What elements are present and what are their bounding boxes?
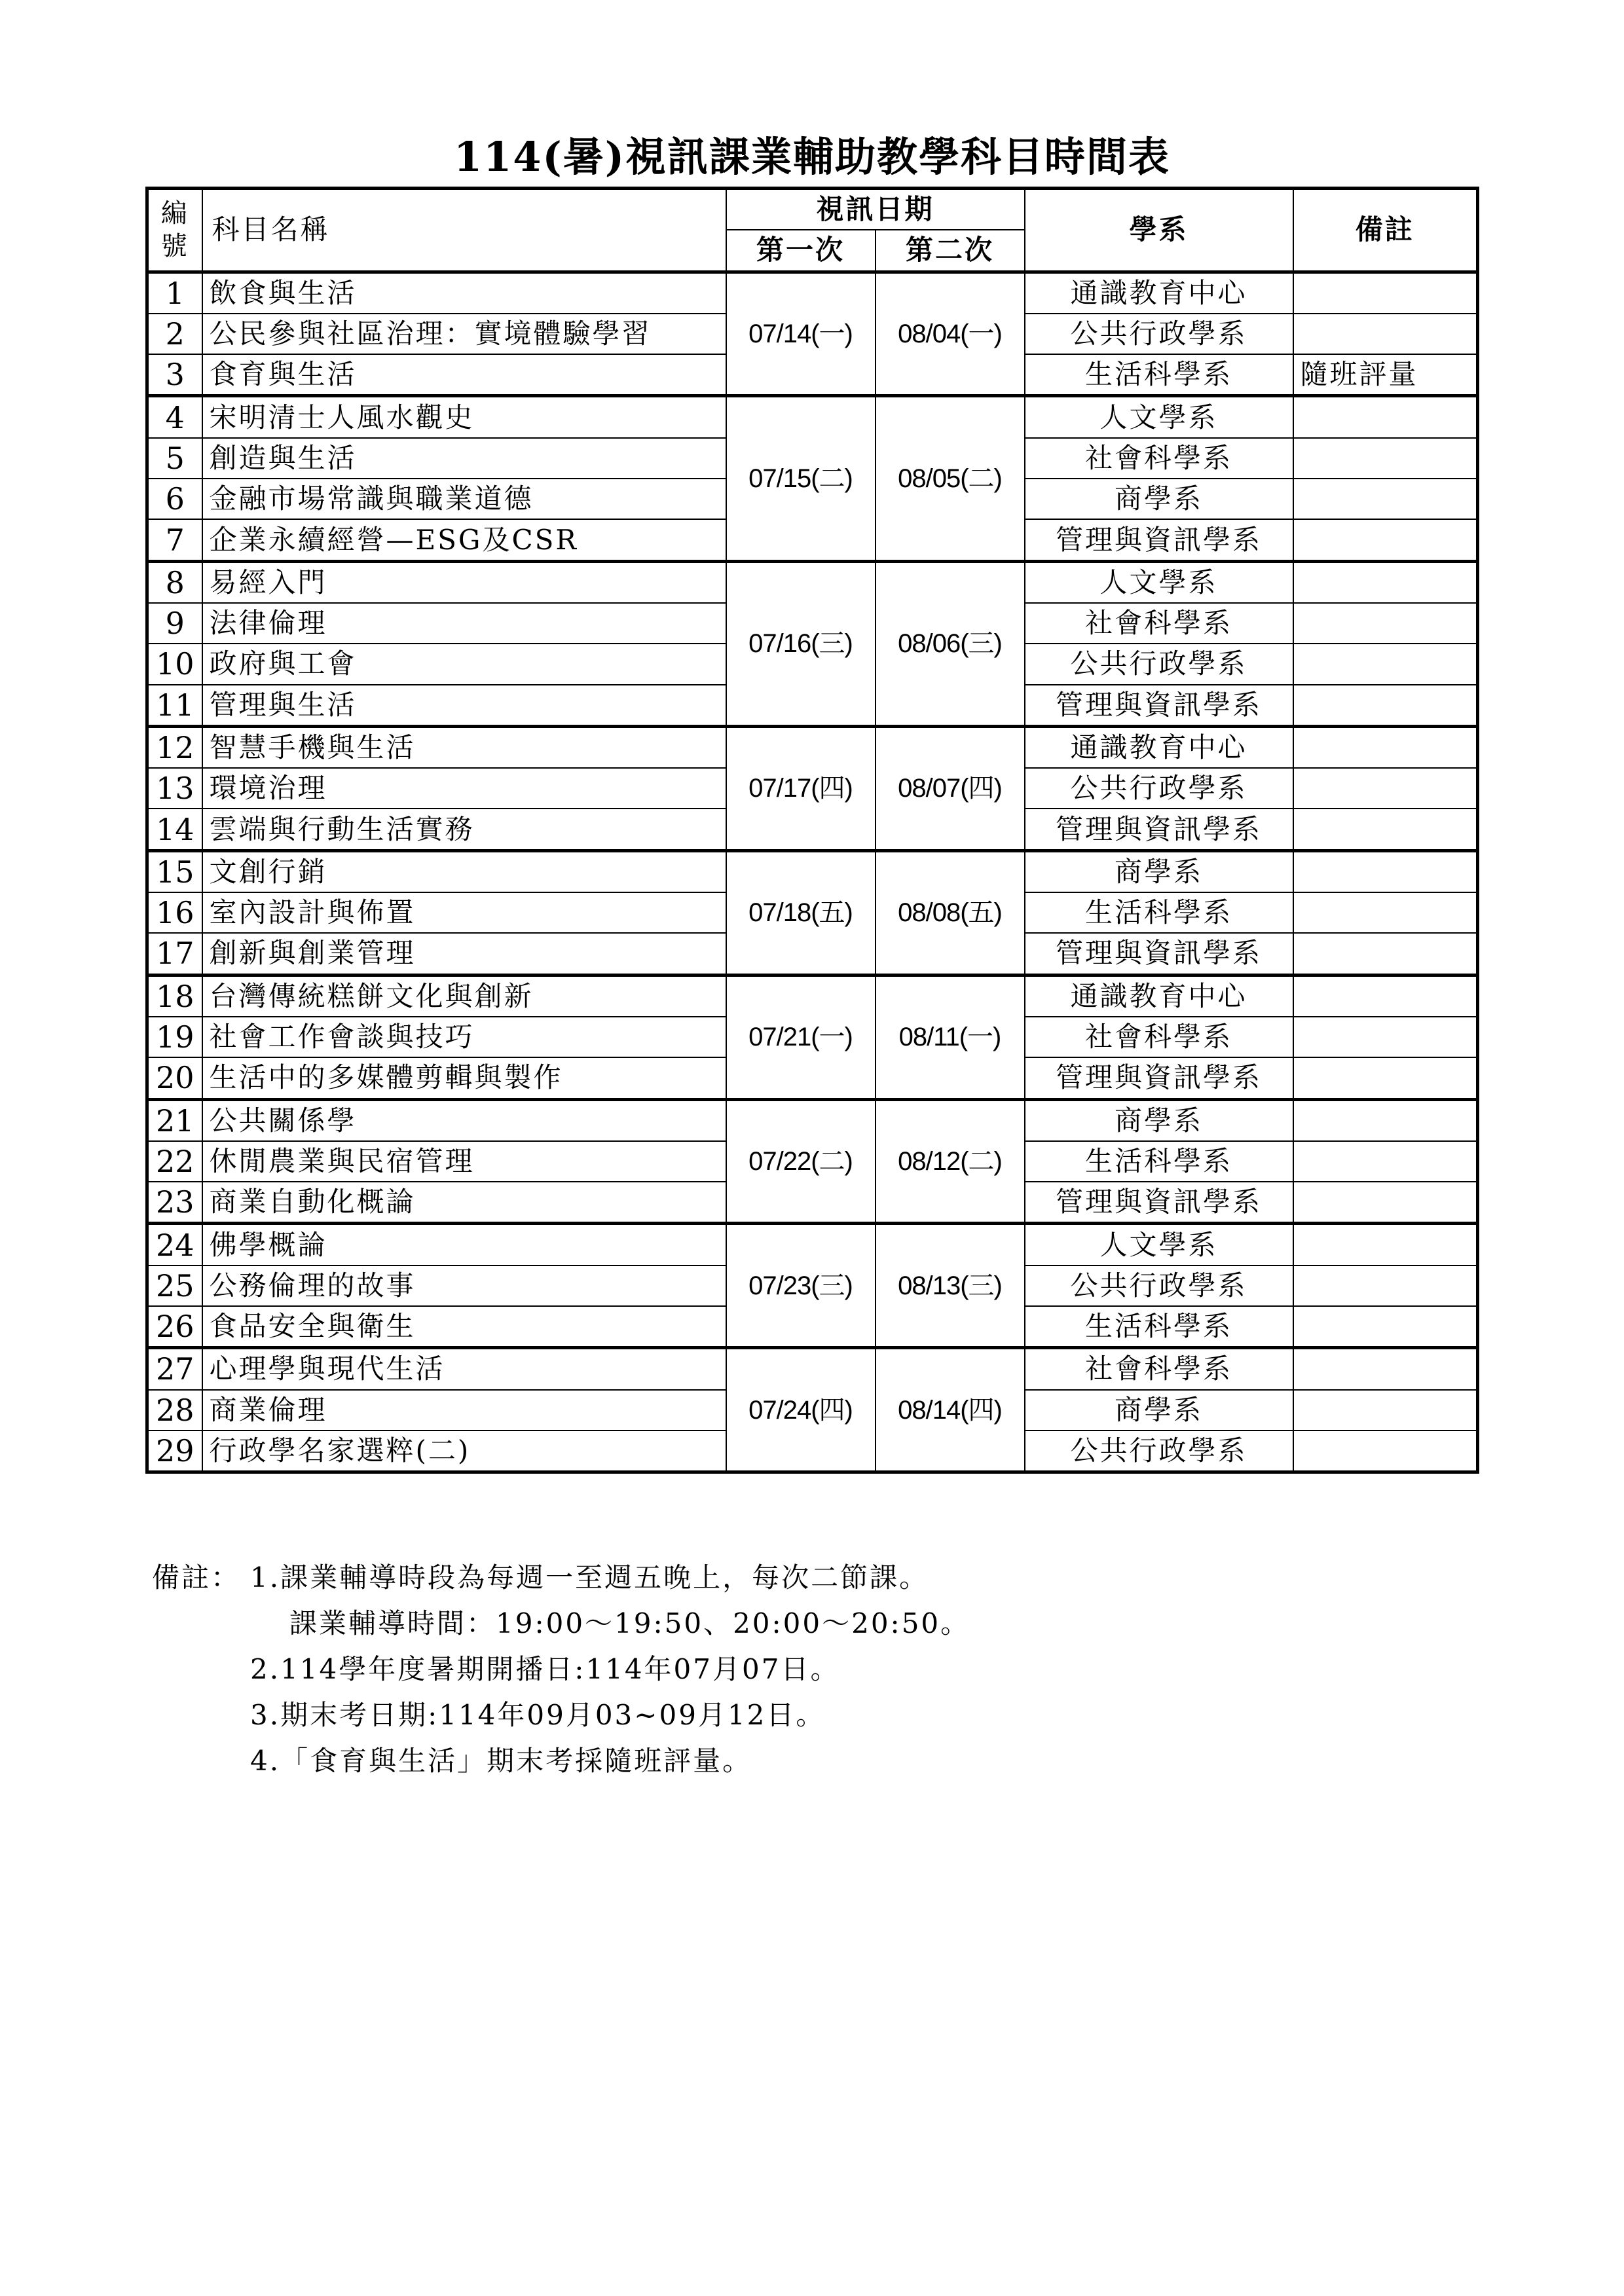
subject-name: 休閒農業與民宿管理 xyxy=(202,1141,726,1182)
remark xyxy=(1293,479,1478,519)
first-session-date: 07/14(一) xyxy=(726,272,876,396)
table-row xyxy=(147,561,1478,603)
department: 社會科學系 xyxy=(1025,603,1293,644)
subject-name: 管理與生活 xyxy=(202,685,726,727)
row-number: 16 xyxy=(147,892,202,933)
note-line-4 xyxy=(152,1738,1462,1784)
first-session-date: 07/24(四) xyxy=(726,1348,876,1472)
remark xyxy=(1293,438,1478,479)
remark xyxy=(1293,975,1478,1017)
remark xyxy=(1293,1306,1478,1348)
note-2: 2.114學年度暑期開播日:114年07月07日。 xyxy=(250,1653,840,1685)
subject-name: 商業自動化概論 xyxy=(202,1182,726,1224)
header-subject-name: 科目名稱 xyxy=(202,189,726,272)
row-number: 25 xyxy=(147,1266,202,1306)
remark xyxy=(1293,1017,1478,1057)
table-row xyxy=(147,975,1478,1017)
department: 生活科學系 xyxy=(1025,1141,1293,1182)
department: 生活科學系 xyxy=(1025,1306,1293,1348)
remark xyxy=(1293,685,1478,727)
remark xyxy=(1293,809,1478,850)
subject-name: 飲食與生活 xyxy=(202,272,726,314)
subject-name: 法律倫理 xyxy=(202,603,726,644)
row-number: 9 xyxy=(147,603,202,644)
remark xyxy=(1293,726,1478,768)
subject-name: 政府與工會 xyxy=(202,644,726,684)
department: 管理與資訊學系 xyxy=(1025,1057,1293,1099)
subject-name: 心理學與現代生活 xyxy=(202,1348,726,1390)
department: 生活科學系 xyxy=(1025,354,1293,396)
row-number: 23 xyxy=(147,1182,202,1224)
subject-name: 智慧手機與生活 xyxy=(202,726,726,768)
page-title: 114(暑)視訊課業輔助教學科目時間表 xyxy=(453,133,1171,181)
department: 管理與資訊學系 xyxy=(1025,1182,1293,1224)
header-second-session: 第二次 xyxy=(876,230,1025,272)
table-row xyxy=(147,1348,1478,1390)
subject-name: 易經入門 xyxy=(202,561,726,603)
row-number: 26 xyxy=(147,1306,202,1348)
note-3: 3.期末考日期:114年09月03~09月12日。 xyxy=(250,1699,826,1731)
remark xyxy=(1293,644,1478,684)
row-number: 20 xyxy=(147,1057,202,1099)
table-row xyxy=(147,850,1478,892)
row-number: 18 xyxy=(147,975,202,1017)
row-number: 10 xyxy=(147,644,202,684)
second-session-date: 08/13(三) xyxy=(876,1224,1025,1348)
first-session-date: 07/17(四) xyxy=(726,726,876,850)
subject-name: 社會工作會談與技巧 xyxy=(202,1017,726,1057)
note-line-2 xyxy=(152,1647,1462,1692)
row-number: 13 xyxy=(147,768,202,809)
department: 商學系 xyxy=(1025,479,1293,519)
department: 公共行政學系 xyxy=(1025,644,1293,684)
subject-name: 環境治理 xyxy=(202,768,726,809)
second-session-date: 08/07(四) xyxy=(876,726,1025,850)
department: 生活科學系 xyxy=(1025,892,1293,933)
second-session-date: 08/14(四) xyxy=(876,1348,1025,1472)
header-number xyxy=(147,189,202,272)
remark xyxy=(1293,850,1478,892)
first-session-date: 07/15(二) xyxy=(726,396,876,561)
subject-name: 行政學名家選粹(二) xyxy=(202,1430,726,1472)
row-number: 1 xyxy=(147,272,202,314)
row-number: 3 xyxy=(147,354,202,396)
row-number: 29 xyxy=(147,1430,202,1472)
header-date-group: 視訊日期 xyxy=(726,189,1025,230)
subject-name: 公務倫理的故事 xyxy=(202,1266,726,1306)
department: 社會科學系 xyxy=(1025,438,1293,479)
row-number: 11 xyxy=(147,685,202,727)
department: 通識教育中心 xyxy=(1025,272,1293,314)
row-number: 24 xyxy=(147,1224,202,1266)
subject-name: 金融市場常識與職業道德 xyxy=(202,479,726,519)
remark xyxy=(1293,314,1478,354)
remark: 隨班評量 xyxy=(1293,354,1478,396)
department: 公共行政學系 xyxy=(1025,1266,1293,1306)
subject-name: 室內設計與佈置 xyxy=(202,892,726,933)
second-session-date: 08/12(二) xyxy=(876,1099,1025,1224)
department: 通識教育中心 xyxy=(1025,726,1293,768)
remark xyxy=(1293,892,1478,933)
remark xyxy=(1293,1057,1478,1099)
row-number: 28 xyxy=(147,1390,202,1430)
department: 管理與資訊學系 xyxy=(1025,519,1293,561)
department: 人文學系 xyxy=(1025,1224,1293,1266)
first-session-date: 07/18(五) xyxy=(726,850,876,975)
second-session-date: 08/06(三) xyxy=(876,561,1025,726)
header-remarks: 備註 xyxy=(1293,189,1478,272)
remark xyxy=(1293,561,1478,603)
subject-name: 雲端與行動生活實務 xyxy=(202,809,726,850)
row-number: 17 xyxy=(147,933,202,975)
subject-name: 創新與創業管理 xyxy=(202,933,726,975)
row-number: 5 xyxy=(147,438,202,479)
subject-name: 企業永續經營—ESG及CSR xyxy=(202,519,726,561)
department: 社會科學系 xyxy=(1025,1348,1293,1390)
row-number: 12 xyxy=(147,726,202,768)
row-number: 2 xyxy=(147,314,202,354)
remark xyxy=(1293,1430,1478,1472)
remark xyxy=(1293,1390,1478,1430)
header-department: 學系 xyxy=(1025,189,1293,272)
department: 管理與資訊學系 xyxy=(1025,685,1293,727)
department: 管理與資訊學系 xyxy=(1025,809,1293,850)
second-session-date: 08/05(二) xyxy=(876,396,1025,561)
note-line-1 xyxy=(152,1555,1462,1601)
department: 商學系 xyxy=(1025,1099,1293,1141)
row-number: 19 xyxy=(147,1017,202,1057)
remark xyxy=(1293,272,1478,314)
first-session-date: 07/23(三) xyxy=(726,1224,876,1348)
row-number: 14 xyxy=(147,809,202,850)
subject-name: 食品安全與衛生 xyxy=(202,1306,726,1348)
note-1-time: 課業輔導時間：19:00～19:50、20:00～20:50。 xyxy=(289,1607,970,1639)
note-line-3 xyxy=(152,1692,1462,1738)
header-first-session: 第一次 xyxy=(726,230,876,272)
footnotes xyxy=(152,1555,1462,1784)
row-number: 15 xyxy=(147,850,202,892)
subject-name: 食育與生活 xyxy=(202,354,726,396)
remark xyxy=(1293,768,1478,809)
department: 公共行政學系 xyxy=(1025,768,1293,809)
row-number: 4 xyxy=(147,396,202,438)
row-number: 27 xyxy=(147,1348,202,1390)
subject-name: 公共關係學 xyxy=(202,1099,726,1141)
first-session-date: 07/16(三) xyxy=(726,561,876,726)
row-number: 8 xyxy=(147,561,202,603)
subject-name: 文創行銷 xyxy=(202,850,726,892)
remark xyxy=(1293,1348,1478,1390)
second-session-date: 08/11(一) xyxy=(876,975,1025,1099)
subject-name: 宋明清士人風水觀史 xyxy=(202,396,726,438)
department: 公共行政學系 xyxy=(1025,1430,1293,1472)
second-session-date: 08/08(五) xyxy=(876,850,1025,975)
remark xyxy=(1293,933,1478,975)
department: 社會科學系 xyxy=(1025,1017,1293,1057)
subject-name: 生活中的多媒體剪輯與製作 xyxy=(202,1057,726,1099)
note-4: 4.「食育與生活」期末考採隨班評量。 xyxy=(250,1745,752,1777)
table-body xyxy=(147,272,1478,1472)
note-line-1b xyxy=(152,1601,1462,1647)
department: 人文學系 xyxy=(1025,396,1293,438)
remark xyxy=(1293,396,1478,438)
table-row xyxy=(147,726,1478,768)
remark xyxy=(1293,1141,1478,1182)
row-number: 7 xyxy=(147,519,202,561)
header-number-line2: 號 xyxy=(160,231,189,262)
schedule-table xyxy=(145,187,1479,1474)
note-1: 1.課業輔導時段為每週一至週五晚上，每次二節課。 xyxy=(250,1561,929,1594)
subject-name: 佛學概論 xyxy=(202,1224,726,1266)
department: 公共行政學系 xyxy=(1025,314,1293,354)
department: 人文學系 xyxy=(1025,561,1293,603)
first-session-date: 07/22(二) xyxy=(726,1099,876,1224)
row-number: 22 xyxy=(147,1141,202,1182)
table-row xyxy=(147,272,1478,314)
subject-name: 公民參與社區治理：實境體驗學習 xyxy=(202,314,726,354)
table-row xyxy=(147,1224,1478,1266)
first-session-date: 07/21(一) xyxy=(726,975,876,1099)
subject-name: 創造與生活 xyxy=(202,438,726,479)
subject-name: 商業倫理 xyxy=(202,1390,726,1430)
remark xyxy=(1293,1224,1478,1266)
table-row xyxy=(147,396,1478,438)
header-number-line1: 編 xyxy=(160,198,189,229)
row-number: 6 xyxy=(147,479,202,519)
second-session-date: 08/04(一) xyxy=(876,272,1025,396)
department: 通識教育中心 xyxy=(1025,975,1293,1017)
table-row xyxy=(147,1099,1478,1141)
remark xyxy=(1293,1182,1478,1224)
remark xyxy=(1293,603,1478,644)
remark xyxy=(1293,1266,1478,1306)
table-header xyxy=(147,189,1478,272)
department: 商學系 xyxy=(1025,1390,1293,1430)
subject-name: 台灣傳統糕餅文化與創新 xyxy=(202,975,726,1017)
department: 商學系 xyxy=(1025,850,1293,892)
notes-label: 備註： xyxy=(152,1561,241,1594)
remark xyxy=(1293,1099,1478,1141)
remark xyxy=(1293,519,1478,561)
department: 管理與資訊學系 xyxy=(1025,933,1293,975)
row-number: 21 xyxy=(147,1099,202,1141)
